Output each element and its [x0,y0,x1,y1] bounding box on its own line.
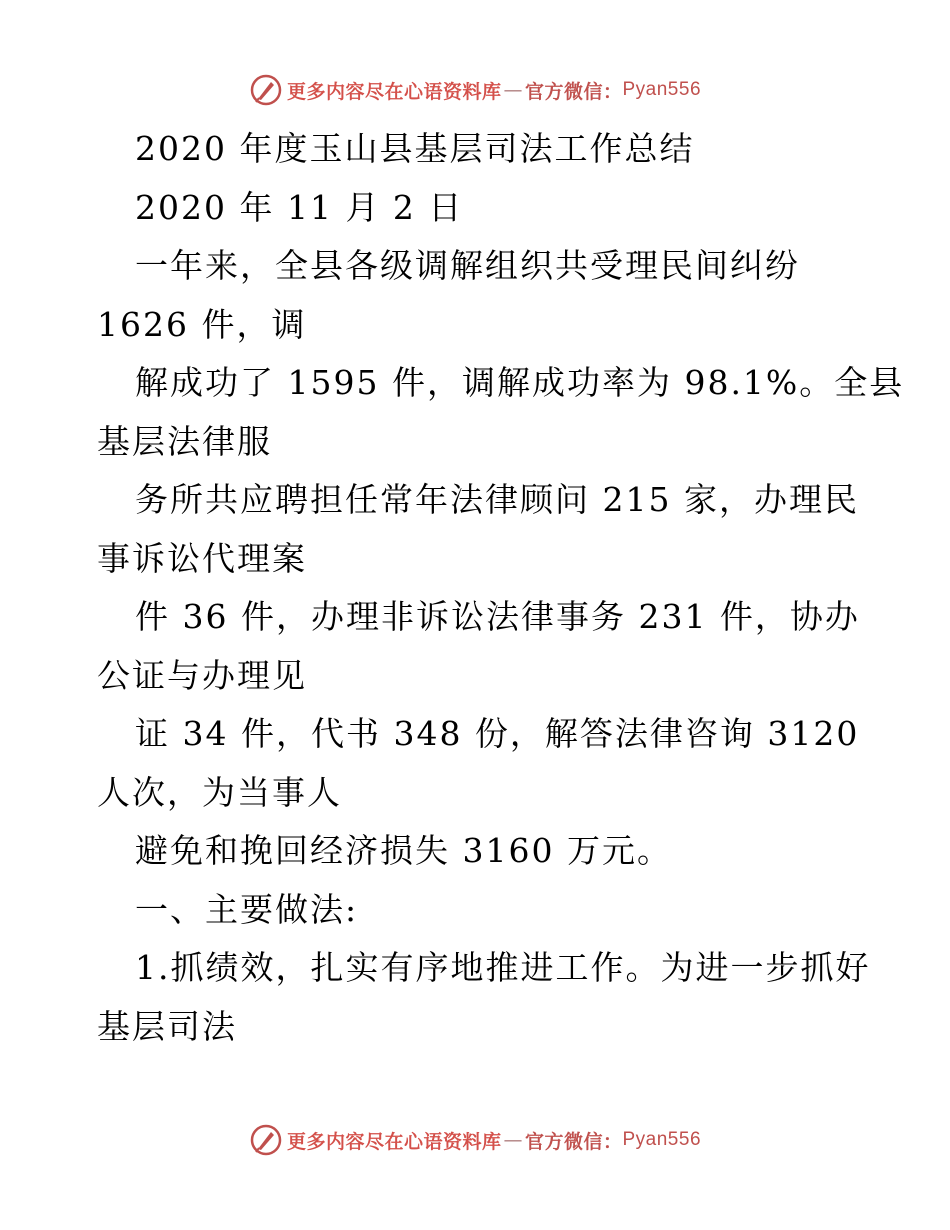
text-line: 1.抓绩效，扎实有序地推进工作。为进一步抓好 [135,948,871,987]
text-line: 人次，为当事人 [97,772,342,812]
feather-pen-circle-icon [249,73,283,107]
text-line: 公证与办理见 [97,655,307,695]
watermark-label: 官方微信： [524,80,623,103]
text-line: 证 34 件，代书 348 份，解答法律咨询 3120 [135,714,860,753]
text-line: 2020 年度玉山县基层司法工作总结 [135,129,695,168]
text-line: 务所共应聘担任常年法律顾问 215 家，办理民 [135,480,859,519]
text-line: 避免和挽回经济损失 3160 万元。 [135,831,672,870]
text-line: 2020 年 11 月 2 日 [135,187,464,227]
watermark-label: 官方微信： [524,1130,623,1153]
watermark-text: 更多内容尽在心语资料库 [286,80,502,103]
watermark-account: Pyan556 [622,79,702,100]
text-line: 1626 件，调 [97,304,307,344]
text-line: 件 36 件，办理非诉讼法律事务 231 件，协办 [135,597,860,636]
text-line: 基层法律服 [97,421,272,461]
header-watermark [0,70,950,110]
watermark-text: 更多内容尽在心语资料库 [286,1130,502,1153]
text-line: 一年来，全县各级调解组织共受理民间纠纷 [135,246,800,285]
feather-pen-circle-icon [249,1123,283,1157]
text-line: 解成功了 1595 件，调解成功率为 98.1%。全县 [135,363,905,402]
text-line: 基层司法 [97,1006,237,1046]
footer-watermark [0,1120,950,1160]
watermark-dash: — [503,79,523,101]
document-body [97,120,905,1056]
watermark-dash: — [503,1129,523,1151]
watermark-account: Pyan556 [622,1129,702,1150]
text-line: 事诉讼代理案 [97,538,307,578]
text-line: 一、主要做法: [135,889,359,929]
